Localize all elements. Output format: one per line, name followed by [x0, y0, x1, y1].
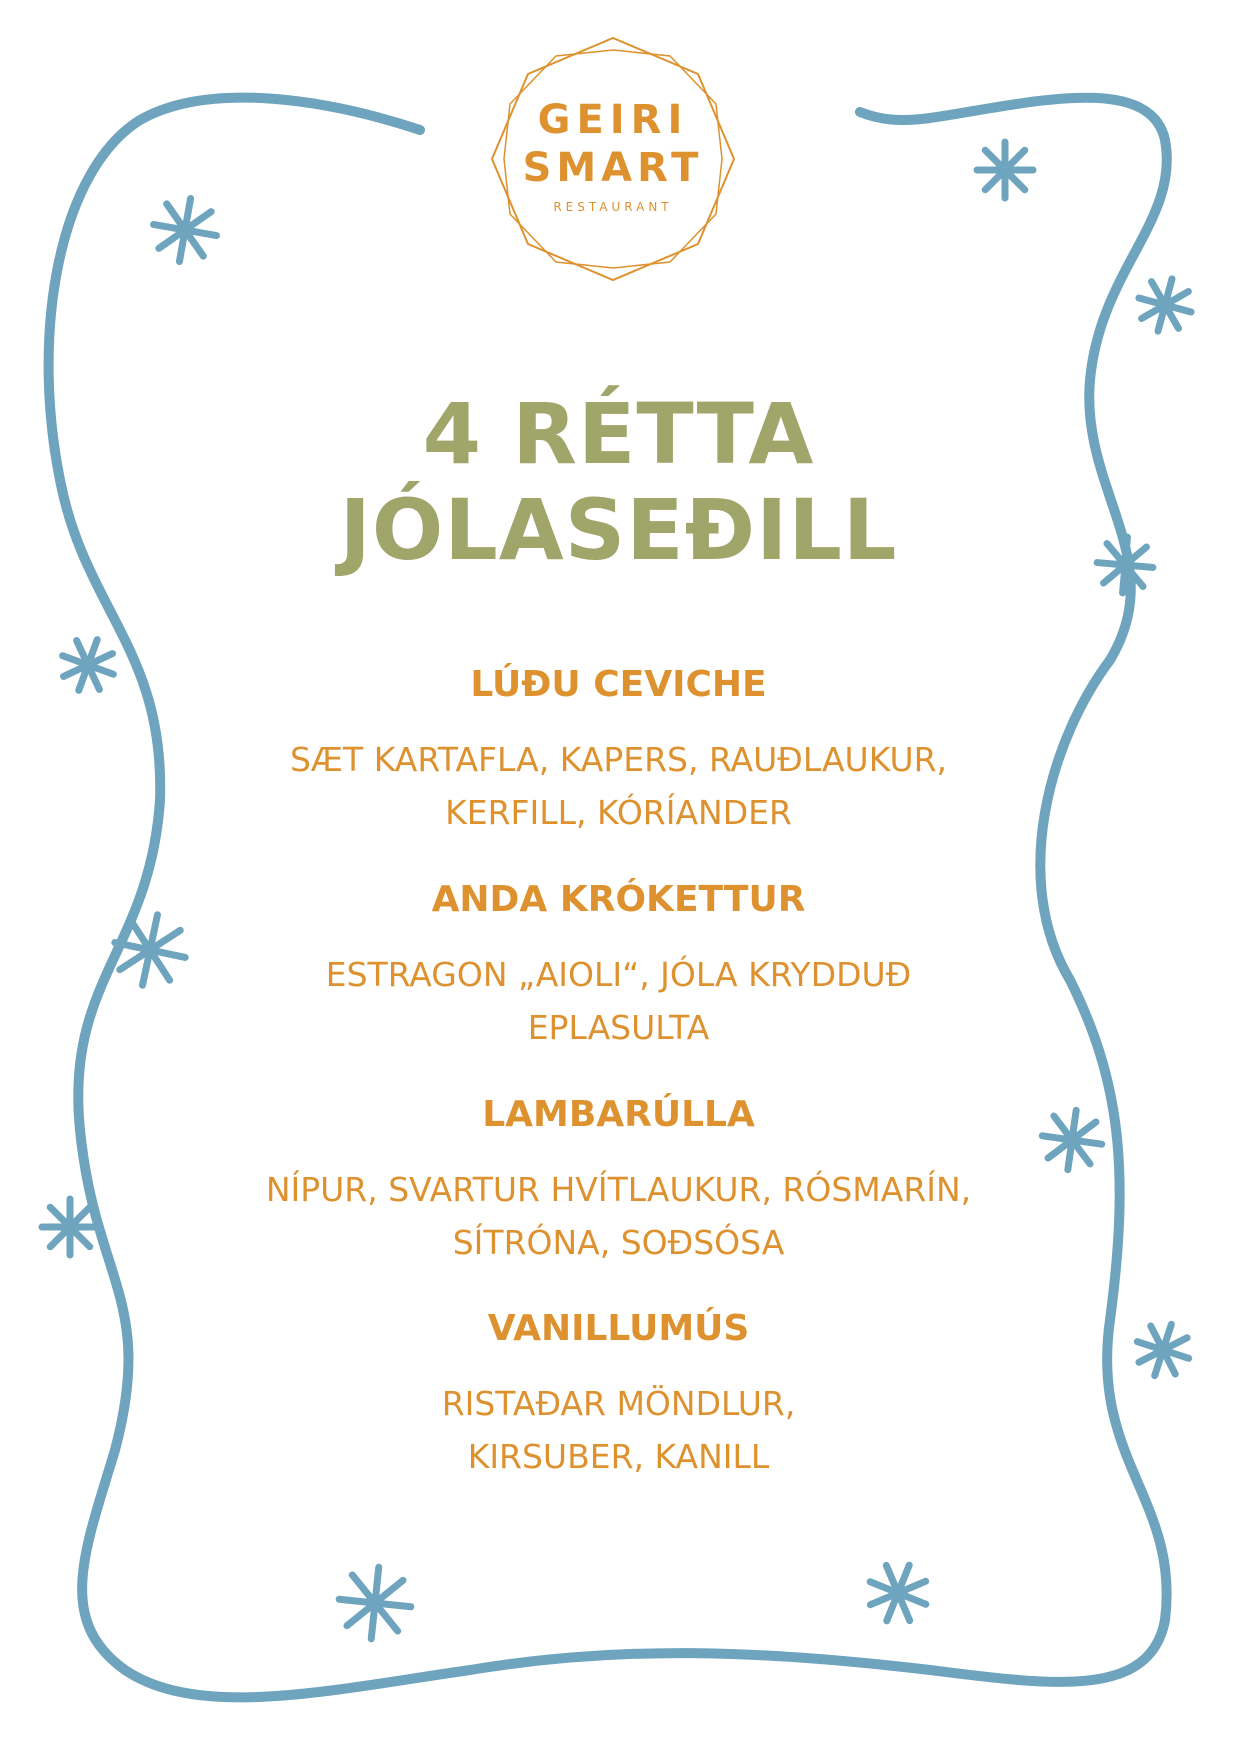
- logo-word-geiri: GEIRI: [537, 97, 689, 143]
- star-icon: [335, 1563, 414, 1642]
- star-icon: [977, 142, 1033, 198]
- star-icon: [148, 193, 222, 267]
- course-description-line: KIRSUBER, KANILL: [467, 1437, 770, 1476]
- menu-title-line-1: 4 RÉTTA: [422, 385, 815, 483]
- course-description: [0, 948, 1237, 1054]
- course-description: [0, 1163, 1237, 1269]
- course-name: ANDA KRÓKETTUR: [431, 879, 806, 920]
- course-name: LAMBARÚLLA: [482, 1094, 755, 1135]
- restaurant-logo: [490, 36, 736, 282]
- course-description-line: RISTAÐAR MÖNDLUR,: [441, 1384, 796, 1423]
- course-name: VANILLUMÚS: [487, 1308, 750, 1349]
- course-description-line: SÆT KARTAFLA, KAPERS, RAUÐLAUKUR,: [289, 740, 948, 779]
- course-description-line: EPLASULTA: [527, 1008, 710, 1047]
- course-item: [0, 664, 1237, 839]
- course-description-line: NÍPUR, SVARTUR HVÍTLAUKUR, RÓSMARÍN,: [265, 1170, 972, 1209]
- course-item: [0, 1094, 1237, 1269]
- star-icon: [859, 1554, 937, 1632]
- star-icon: [1132, 272, 1198, 338]
- course-item: [0, 879, 1237, 1054]
- course-name: LÚÐU CEVICHE: [470, 664, 767, 705]
- course-description-line: SÍTRÓNA, SOÐSÓSA: [452, 1223, 785, 1262]
- logo-word-smart: SMART: [522, 145, 704, 191]
- course-description: [0, 733, 1237, 839]
- course-item: [0, 1308, 1237, 1483]
- logo-word-restaurant: RESTAURANT: [553, 200, 673, 214]
- course-description: [0, 1377, 1237, 1483]
- course-description-line: ESTRAGON „AIOLI“, JÓLA KRYDDUÐ: [325, 955, 912, 994]
- course-description-line: KERFILL, KÓRÍANDER: [445, 793, 792, 832]
- menu-title-line-2: JÓLASEÐILL: [339, 481, 898, 579]
